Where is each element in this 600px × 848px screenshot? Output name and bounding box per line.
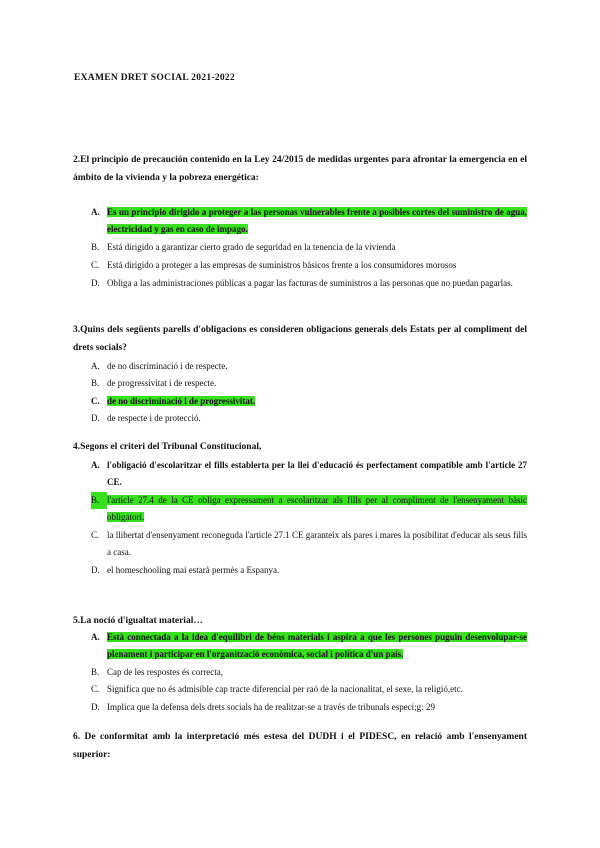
option-text: Está dirigido a proteger a las empresas de suministros básicos frente a los consumidores morosos — [107, 260, 457, 270]
question-2-text: 2.El principio de precaución contenido en la Ley 24/2015 de medidas urgentes para afrontar la emergencia en el ámbito de la vivienda y la pobreza energética: — [73, 155, 527, 183]
question-6-stem — [73, 729, 527, 764]
option-letter: D. — [91, 278, 100, 288]
question-5-option-b[interactable] — [91, 664, 527, 681]
page-title: EXAMEN DRET SOCIAL 2021-2022 — [74, 73, 236, 83]
option-text: Significa que no és admisible cap tracte diferencial per raó de la nacionalitat, el sexe, la religió,etc. — [107, 684, 463, 694]
question-4-text: 4.Segons el criteri del Tribunal Constitucional, — [73, 442, 262, 452]
question-3-option-c[interactable] — [91, 393, 527, 410]
question-4-option-b[interactable] — [91, 492, 527, 526]
option-letter: C. — [91, 530, 100, 540]
option-letter: A. — [91, 207, 100, 217]
option-letter: D. — [91, 702, 100, 712]
option-letter: B. — [91, 667, 100, 677]
question-4-option-c[interactable] — [91, 527, 527, 561]
question-5-text: 5.La noció d'igualtat material… — [73, 616, 203, 626]
question-5-option-d[interactable] — [91, 699, 527, 716]
option-letter: A. — [91, 632, 100, 642]
option-text: l'article 27.4 de la CE obliga expressament a escolaritzar als fills per al compliment de l'ensenyament bàsic obligatori. — [107, 495, 527, 522]
question-4-stem — [73, 439, 527, 457]
question-3-option-b[interactable] — [91, 375, 527, 392]
option-text: la llibertat d'ensenyament reconeguda l'article 27.1 CE garanteix als pares i mares la posibilitat d'educar als seus fills a casa. — [107, 530, 527, 557]
option-letter: D. — [91, 565, 100, 575]
option-letter: B. — [91, 378, 100, 388]
option-text: de no discriminació i de respecte. — [107, 361, 228, 371]
question-4-option-a[interactable] — [91, 457, 527, 491]
option-letter: D. — [91, 413, 100, 423]
option-text: el homeschooling mai estarà permès a Espanya. — [107, 565, 280, 575]
question-3-option-a[interactable] — [91, 358, 527, 375]
option-text: l'obligació d'escolaritzar el fills establerta per la llei d'educació és perfectament compatible amb l'article 27 CE. — [107, 460, 527, 487]
question-3-text: 3.Quins dels següents parells d'obligacions es consideren obligacions generals dels Estats per al compliment del drets socials? — [73, 325, 527, 353]
option-text: de progressivitat i de respecte. — [107, 378, 217, 388]
question-2-option-a[interactable] — [91, 204, 527, 238]
option-letter: A. — [91, 460, 100, 470]
option-text: Implica que la defensa dels drets socials ha de realitzar-se a través de tribunals especi;g: 29 — [107, 702, 435, 712]
question-3-stem — [73, 322, 527, 357]
option-letter: C. — [91, 684, 100, 694]
option-text: Està connectada a la idea d'equilibri de béns materials i aspira a que les persones puguin desenvolupar-se plenament i participar en l'organització econòmica, social i política d'un país. — [107, 632, 527, 659]
option-text: de respecte i de protecció. — [107, 413, 201, 423]
option-letter: C. — [91, 260, 100, 270]
option-text: Obliga a las administraciones públicas a pagar las facturas de suministros a las personas que no puedan pagarlas. — [107, 278, 513, 288]
option-letter: C. — [91, 396, 100, 406]
question-6-text: 6. De conformitat amb la interpretació més estesa del DUDH i el PIDESC, en relació amb l'ensenyament superior: — [73, 732, 527, 760]
option-text: Está dirigido a garantizar cierto grado de seguridad en la tenencia de la vivienda — [107, 242, 396, 252]
question-4-option-d[interactable] — [91, 562, 527, 579]
question-5-option-a[interactable] — [91, 629, 527, 663]
question-2-stem — [73, 152, 527, 187]
question-3-option-d[interactable] — [91, 410, 527, 427]
option-text: Cap de les respostes és correcta, — [107, 667, 223, 677]
option-text: Es un principio dirigido a proteger a las personas vulnerables frente a posibles cortes del suministro de agua, electricidad y gas en caso de impago. — [107, 207, 527, 234]
question-2-option-c[interactable] — [91, 257, 527, 274]
option-letter: B. — [91, 242, 100, 252]
question-2-option-b[interactable] — [91, 239, 527, 256]
option-text: de no discriminació i de progressivitat. — [107, 396, 256, 406]
question-5-stem — [73, 613, 527, 631]
question-2-option-d[interactable] — [91, 275, 527, 292]
option-letter: B. — [91, 492, 107, 509]
option-letter: A. — [91, 361, 100, 371]
question-5-option-c[interactable] — [91, 681, 527, 698]
